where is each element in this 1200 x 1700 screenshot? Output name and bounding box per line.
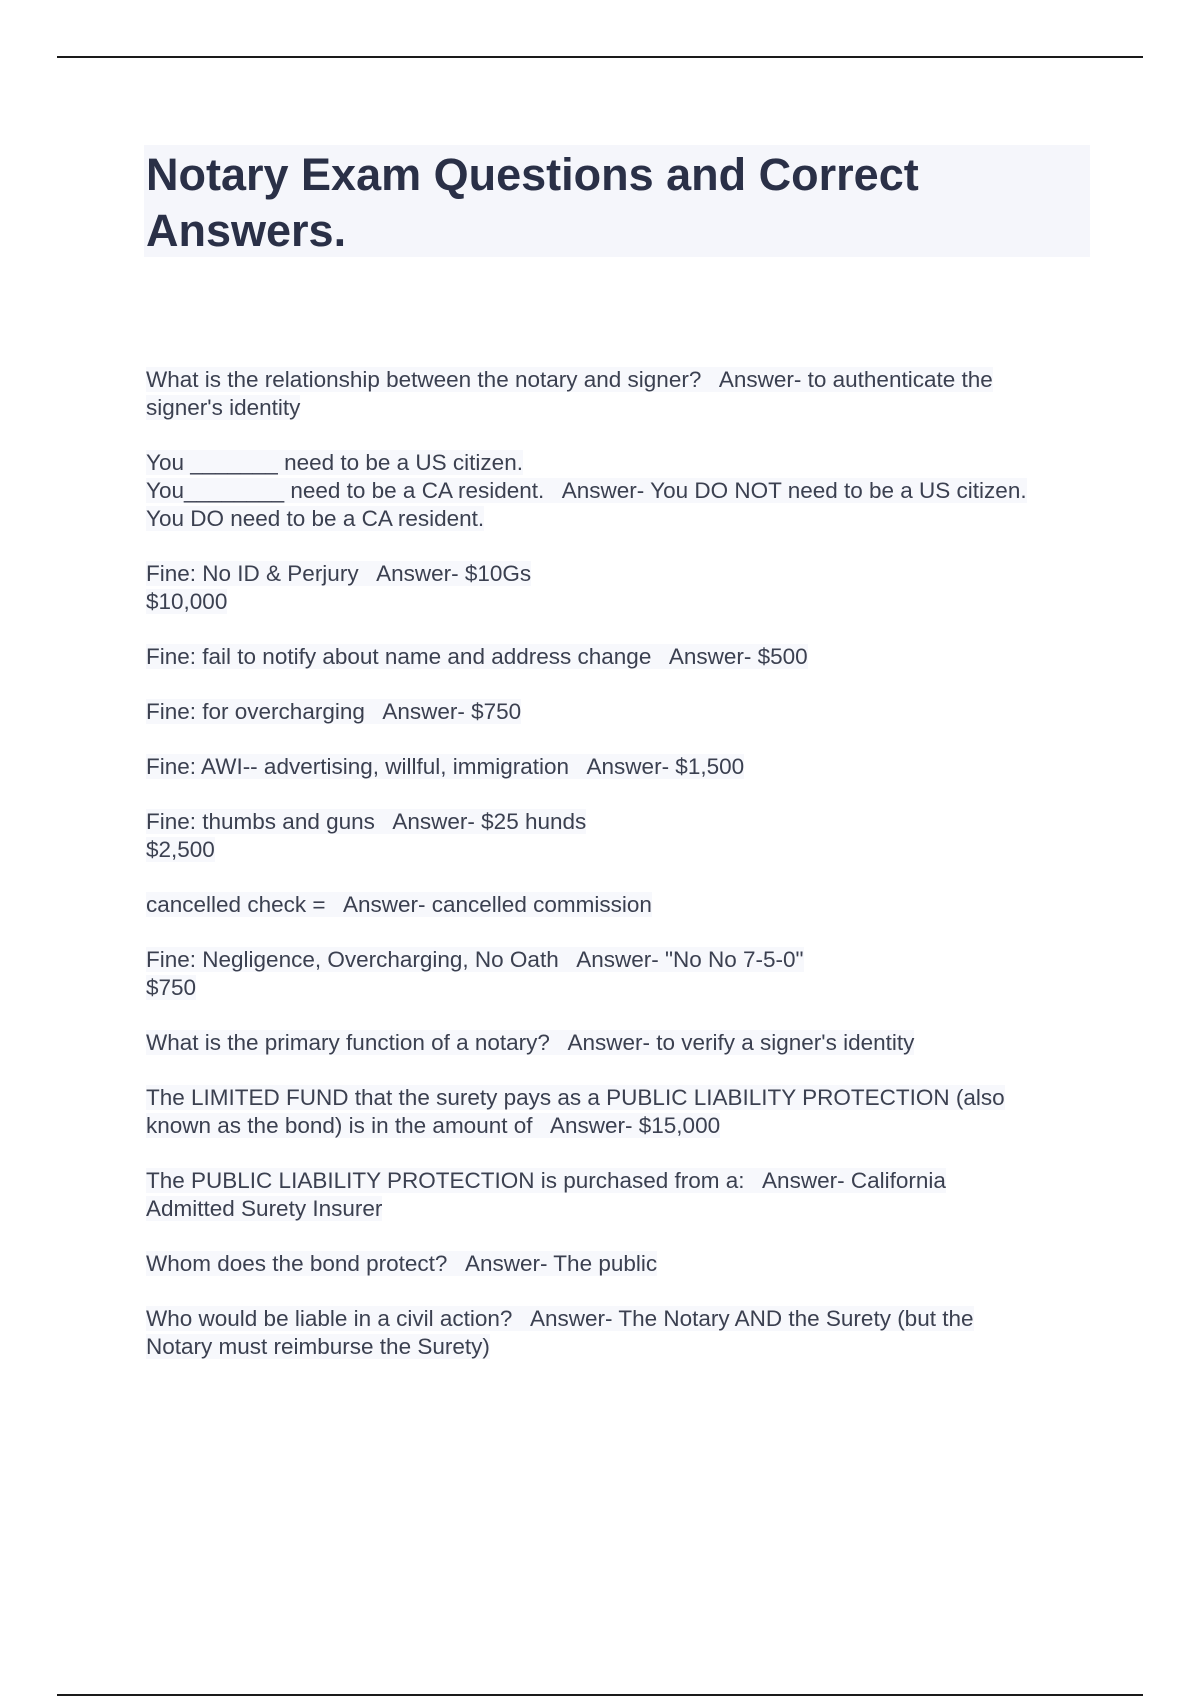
footer-rule (57, 1694, 1143, 1696)
qa-line (146, 643, 1096, 671)
qa-text: Fine: thumbs and guns Answer- $25 hunds (146, 809, 587, 834)
qa-item (146, 753, 1096, 781)
qa-text: The LIMITED FUND that the surety pays as a PUBLIC LIABILITY PROTECTION (also (146, 1085, 1005, 1110)
qa-line (146, 974, 1096, 1002)
qa-line (146, 505, 1096, 533)
qa-item (146, 1250, 1096, 1278)
qa-text: Fine: No ID & Perjury Answer- $10Gs (146, 561, 532, 586)
qa-item (146, 1029, 1096, 1057)
qa-item (146, 560, 1096, 616)
qa-line (146, 753, 1096, 781)
title-block (144, 145, 1090, 257)
qa-line (146, 588, 1096, 616)
qa-text: Fine: for overcharging Answer- $750 (146, 699, 522, 724)
qa-item (146, 1305, 1096, 1361)
qa-text: $10,000 (146, 589, 228, 614)
page-title-line: Notary Exam Questions and Correct (146, 149, 919, 200)
qa-item (146, 808, 1096, 864)
qa-line (146, 836, 1096, 864)
qa-text: You DO need to be a CA resident. (146, 506, 485, 531)
qa-text: known as the bond) is in the amount of Answer- $15,000 (146, 1113, 721, 1138)
qa-text: Notary must reimburse the Surety) (146, 1334, 490, 1359)
qa-line (146, 698, 1096, 726)
qa-line (146, 1029, 1096, 1057)
qa-text: What is the relationship between the notary and signer? Answer- to authenticate the (146, 367, 993, 392)
qa-text: cancelled check = Answer- cancelled commission (146, 892, 652, 917)
qa-text: The PUBLIC LIABILITY PROTECTION is purchased from a: Answer- California (146, 1168, 946, 1193)
qa-text: What is the primary function of a notary? Answer- to verify a signer's identity (146, 1030, 915, 1055)
qa-line (146, 449, 1096, 477)
qa-line (146, 366, 1096, 394)
header-rule (57, 56, 1143, 58)
qa-text: Fine: Negligence, Overcharging, No Oath Answer- "No No 7-5-0" (146, 947, 804, 972)
qa-item (146, 1167, 1096, 1223)
qa-item (146, 891, 1096, 919)
qa-item (146, 366, 1096, 422)
page-title (144, 145, 1090, 259)
qa-list (146, 366, 1096, 1388)
qa-text: $2,500 (146, 837, 215, 862)
qa-text: You________ need to be a CA resident. Answer- You DO NOT need to be a US citizen. (146, 478, 1027, 503)
qa-line (146, 1333, 1096, 1361)
qa-item (146, 946, 1096, 1002)
qa-line (146, 891, 1096, 919)
qa-text: Who would be liable in a civil action? Answer- The Notary AND the Surety (but the (146, 1306, 974, 1331)
qa-text: You _______ need to be a US citizen. (146, 450, 523, 475)
qa-item (146, 643, 1096, 671)
qa-line (146, 1195, 1096, 1223)
qa-line (146, 1112, 1096, 1140)
qa-text: Whom does the bond protect? Answer- The public (146, 1251, 658, 1276)
qa-line (146, 1167, 1096, 1195)
qa-item (146, 1084, 1096, 1140)
qa-line (146, 1305, 1096, 1333)
qa-item (146, 698, 1096, 726)
qa-line (146, 1084, 1096, 1112)
qa-line (146, 560, 1096, 588)
qa-line (146, 808, 1096, 836)
qa-item (146, 449, 1096, 533)
qa-line (146, 394, 1096, 422)
qa-text: Admitted Surety Insurer (146, 1196, 383, 1221)
page-title-line: Answers. (146, 205, 347, 256)
qa-line (146, 477, 1096, 505)
qa-text: $750 (146, 975, 197, 1000)
qa-text: Fine: fail to notify about name and address change Answer- $500 (146, 644, 808, 669)
qa-text: Fine: AWI-- advertising, willful, immigration Answer- $1,500 (146, 754, 745, 779)
qa-line (146, 1250, 1096, 1278)
qa-line (146, 946, 1096, 974)
qa-text: signer's identity (146, 395, 301, 420)
